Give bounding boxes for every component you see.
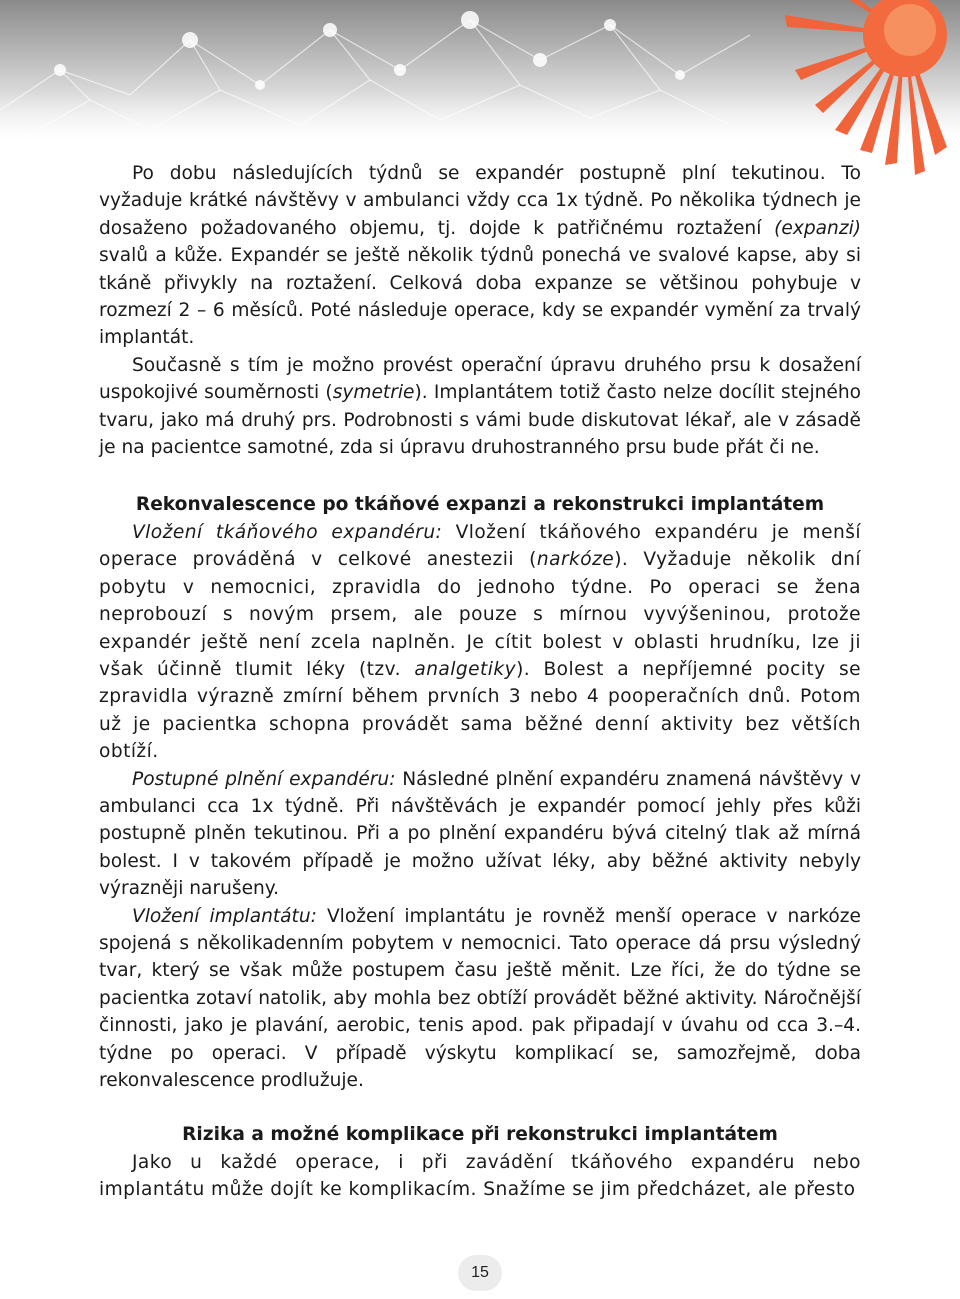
page-number-label: 15 <box>471 1264 489 1281</box>
expander-filling-paragraph: Postupné plnění expandéru: Následné plnění expandéru znamená návštěvy v ambulanci cca 1x týdně. Při návštěvách je expandér pomocí jehly přes kůži postupně plněn tekutinou. Při a po plnění expandéru bývá citelný tlak až mírná bolest. I v takovém případě je možno užívat léky, aby běžné aktivity nebyly výrazněji narušeny. <box>99 768 862 900</box>
page-number <box>458 1255 502 1291</box>
intro-paragraph: Po dobu následujících týdnů se expandér postupně plní tekutinou. To vyžaduje krátké návštěvy v ambulanci vždy cca 1x týdně. Po několika týdnech je dosaženo požadovaného objemu, tj. dojde k patřičnému roztažení (expanzi) svalů a kůže. Expandér se ještě několik týdnů ponechá ve svalové kapse, aby si tkáně přivykly na roztažení. Celková doba expanze se většinou pohybuje v rozmezí 2 – 6 měsíců. Poté následuje operace, kdy se expandér vymění za trvalý implantát. <box>99 163 861 349</box>
section-heading-risks: Rizika a možné komplikace při rekonstrukci implantátem <box>182 1124 778 1146</box>
implant-insertion-paragraph: Vložení implantátu: Vložení implantátu je rovněž menší operace v narkóze spojená s několikadenním pobytem v nemocnici. Tato operace dá prsu výsledný tvar, který se však může postupem času ještě měnit. Lze říci, že do týdne se pacientka zotaví natolik, aby mohla bez obtíží provádět běžné aktivity. Náročnější činnosti, jako je plavání, aerobic, tenis apod. pak připadají v úvahu od cca 3.–4. týdne po operaci. V případě výskytu komplikací se, samozřejmě, doba rekonvalescence prodlužuje. <box>99 905 861 1091</box>
expander-insertion-paragraph: Vložení tkáňového expandéru: Vložení tkáňového expandéru je menší operace prováděná v celkové anestezii (narkóze). Vyžaduje několik dní pobytu v nemocnici, zpravidla do jednoho týdne. Po operaci se žena neprobouzí s novým prsem, ale pouze s mírnou vyvýšeninou, protože expandér ještě není zcela naplněn. Je cítit bolest v oblasti hrudníku, lze ji však účinně tlumit léky (tzv. analgetiky). Bolest a nepříjemné pocity se zpravidla výrazně zmírní během prvních 3 nebo 4 pooperačních dnů. Potom už je pacientka schopna provádět sama běžné denní aktivity bez větších obtíží. <box>99 521 862 763</box>
header-decoration-image <box>0 0 960 175</box>
symmetry-paragraph: Současně s tím je možno provést operační úpravu druhého prsu k dosažení uspokojivé souměrnosti (symetrie). Implantátem totiž často nelze docílit stejného tvaru, jako má druhý prs. Podrobnosti s vámi bude diskutovat lékař, ale v zásadě je na pacientce samotné, zda si úpravu druhostranného prsu bude přát či ne. <box>99 354 861 459</box>
risks-paragraph: Jako u každé operace, i při zavádění tkáňového expandéru nebo implantátu může dojít ke komplikacím. Snažíme se jim předcházet, ale přesto <box>99 1151 861 1201</box>
page-content <box>99 160 861 1204</box>
section-heading-recovery: Rekonvalescence po tkáňové expanzi a rekonstrukci implantátem <box>135 494 825 516</box>
